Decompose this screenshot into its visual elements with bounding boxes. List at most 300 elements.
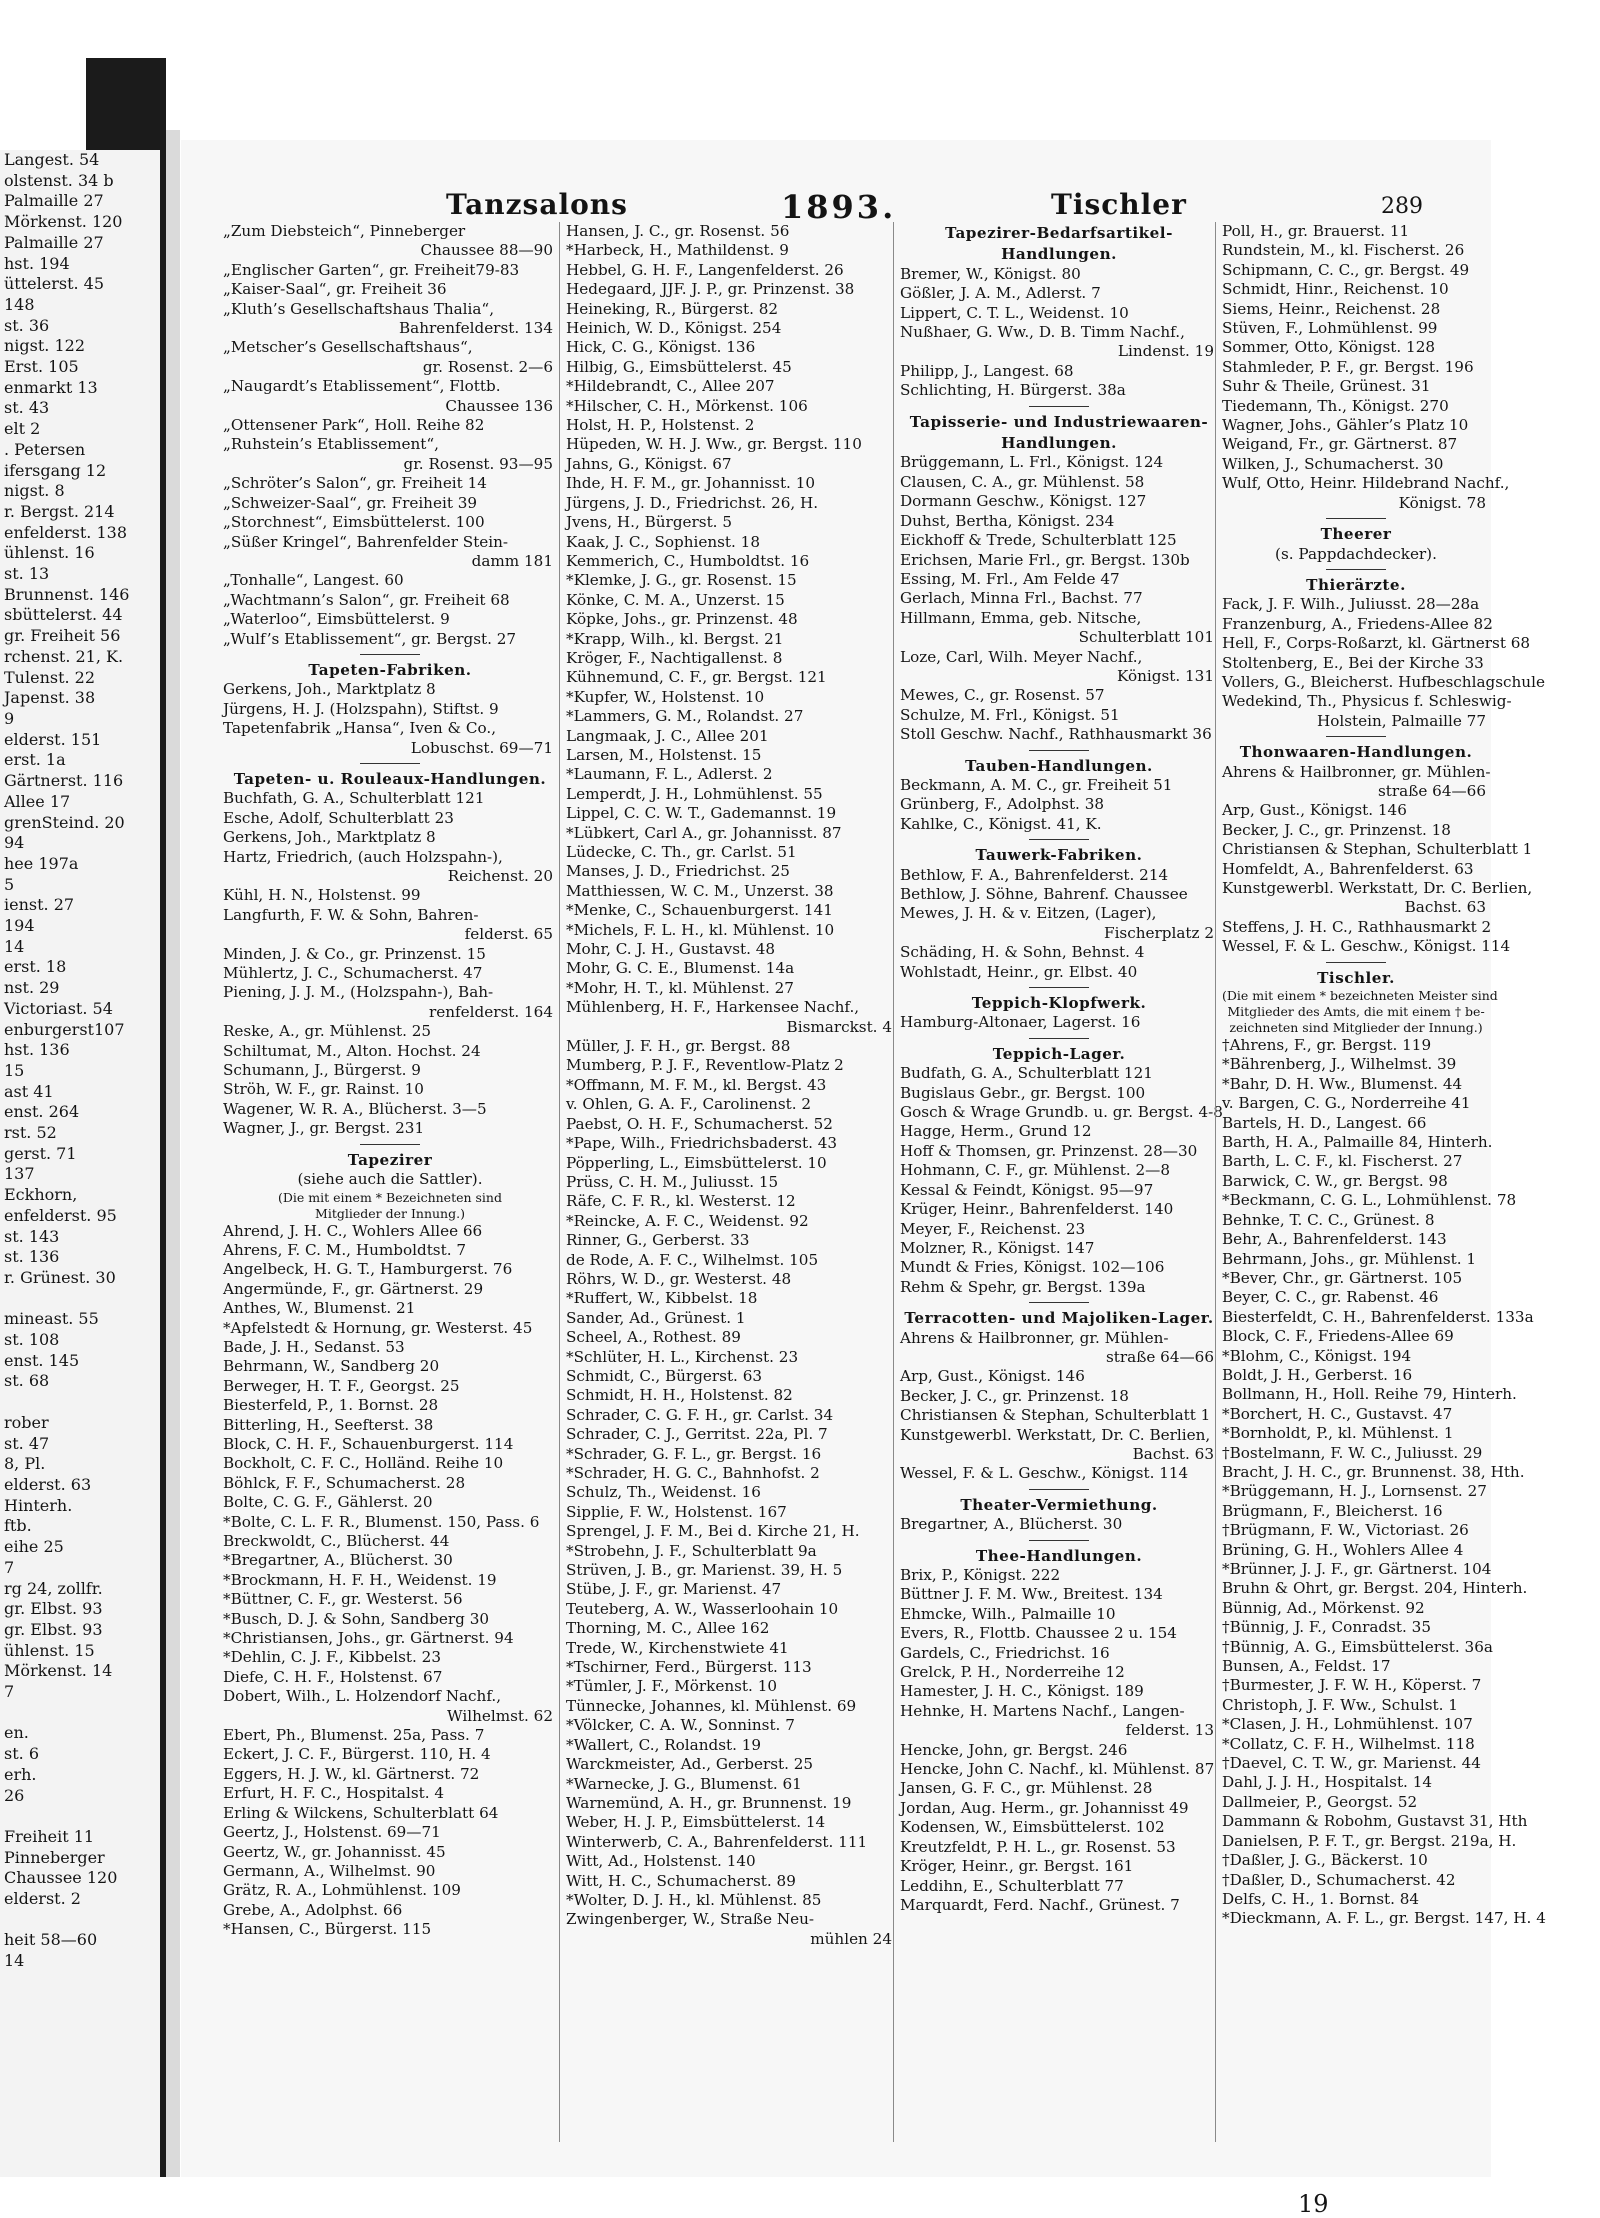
directory-entry: Essing, M. Frl., Am Felde 47 <box>900 569 1120 588</box>
left-page-line: hst. 194 <box>4 253 70 273</box>
directory-entry: Kunstgewerbl. Werkstatt, Dr. C. Berlien, <box>1222 879 1533 897</box>
directory-entry: Jvens, H., Bürgerst. 5 <box>566 513 733 532</box>
directory-entry: Suhr & Theile, Grünest. 31 <box>1222 377 1431 396</box>
directory-entry: Vollers, G., Bleicherst. Hufbeschlagschule <box>1222 672 1545 691</box>
directory-entry: Behrmann, Johs., gr. Mühlenst. 1 <box>1222 1249 1477 1268</box>
directory-entry: Schlichting, H. Bürgerst. 38a <box>900 381 1126 400</box>
page-header <box>181 140 1491 226</box>
directory-entry: renfelderst. 164 <box>428 1002 553 1021</box>
section-heading: Tapeten- u. Rouleaux-Handlungen. <box>233 769 547 788</box>
directory-entry: Wessel, F. & L. Geschw., Königst. 114 <box>1222 937 1511 956</box>
directory-entry: *Hildebrandt, C., Allee 207 <box>566 377 775 396</box>
directory-entry: „Wachtmann’s Salon“, gr. Freiheit 68 <box>223 590 510 609</box>
left-page-line: 9 <box>4 708 15 728</box>
section-divider <box>1029 1302 1089 1303</box>
left-page-line: eihe 25 <box>4 1537 64 1557</box>
directory-entry: *Busch, D. J. & Sohn, Sandberg 30 <box>223 1609 490 1628</box>
directory-entry: Germann, A., Wilhelmst. 90 <box>223 1861 436 1880</box>
directory-entry: gr. Rosenst. 2—6 <box>422 357 553 376</box>
left-page-line: grenSteind. 20 <box>4 812 125 832</box>
directory-entry: Grebe, A., Adolphst. 66 <box>223 1900 403 1919</box>
directory-entry: Eggers, H. J. W., kl. Gärtnerst. 72 <box>223 1764 480 1783</box>
directory-entry: Reichenst. 20 <box>447 867 553 885</box>
directory-entry: †Bünnig, A. G., Eimsbüttelerst. 36a <box>1222 1637 1493 1656</box>
directory-entry: Bitterling, H., Seefterst. 38 <box>223 1415 434 1434</box>
directory-entry: Geertz, J., Holstenst. 69—71 <box>223 1823 441 1842</box>
left-page-line: 7 <box>4 1557 15 1577</box>
directory-entry: Nußhaer, G. Ww., D. B. Timm Nachf., <box>900 323 1185 342</box>
directory-entry: Schrader, C. G. F. H., gr. Carlst. 34 <box>566 1405 834 1424</box>
left-page-line: nigst. 8 <box>4 481 65 501</box>
directory-entry: Erfurt, H. F. C., Hospitalst. 4 <box>223 1784 445 1803</box>
directory-entry: *Brüggemann, H. J., Lornsenst. 27 <box>1222 1482 1487 1501</box>
directory-entry: Hebbel, G. H. F., Langenfelderst. 26 <box>566 260 844 279</box>
directory-entry: Brüning, G. H., Wohlers Allee 4 <box>1222 1540 1464 1559</box>
directory-entry: Grelck, P. H., Norderreihe 12 <box>900 1663 1125 1682</box>
column-3 <box>893 222 1223 2142</box>
directory-entry: Becker, J. C., gr. Prinzenst. 18 <box>1222 820 1451 839</box>
directory-entry: Bachst. 63 <box>1132 1444 1214 1463</box>
directory-entry: Lippert, C. T. L., Weidenst. 10 <box>900 303 1129 322</box>
directory-entry: Paebst, O. H. F., Schumacherst. 52 <box>566 1114 833 1133</box>
left-page-line: enfelderst. 138 <box>4 522 127 542</box>
directory-entry: Sipplie, F. W., Holstenst. 167 <box>566 1502 787 1521</box>
left-page-line: 8, Pl. <box>4 1454 46 1474</box>
left-page-line: elderst. 63 <box>4 1475 92 1494</box>
section-divider <box>1326 518 1386 519</box>
directory-entry: *Schrader, G. F. L., gr. Bergst. 16 <box>566 1444 822 1463</box>
directory-entry: „Ottensener Park“, Holl. Reihe 82 <box>223 416 485 435</box>
directory-entry: Weigand, Fr., gr. Gärtnerst. 87 <box>1222 435 1458 454</box>
directory-entry: „Ruhstein’s Etablissement“, <box>223 435 439 454</box>
directory-entry: Scheel, A., Rothest. 89 <box>566 1328 741 1347</box>
left-page-line: Hinterh. <box>4 1495 73 1515</box>
left-page-line: rg 24, zollfr. <box>4 1578 103 1598</box>
left-page-line: elderst. 151 <box>4 729 102 749</box>
left-page-fragment <box>0 150 160 2177</box>
directory-entry: Franzenburg, A., Friedens-Allee 82 <box>1222 614 1493 633</box>
section-note: zeichneten sind Mitglieder der Innung.) <box>1229 1020 1483 1036</box>
section-heading: Thierärzte. <box>1306 575 1406 594</box>
directory-entry: Behrmann, W., Sandberg 20 <box>223 1357 440 1376</box>
directory-entry: Bachst. 63 <box>1404 898 1486 917</box>
left-page-line: gr. Freiheit 56 <box>4 626 121 646</box>
directory-entry: Anthes, W., Blumenst. 21 <box>223 1299 416 1318</box>
directory-entry: Block, C. H. F., Schauenburgerst. 114 <box>223 1434 514 1453</box>
directory-entry: Marquardt, Ferd. Nachf., Grünest. 7 <box>900 1895 1180 1914</box>
directory-entry: *Harbeck, H., Mathildenst. 9 <box>566 241 789 260</box>
directory-entry: Hamburg-Altonaer, Lagerst. 16 <box>900 1013 1141 1032</box>
directory-entry: Siems, Heinr., Reichenst. 28 <box>1222 299 1441 318</box>
section-heading: Thee-Handlungen. <box>975 1546 1143 1565</box>
directory-entry: Barth, L. C. F., kl. Fischerst. 27 <box>1222 1152 1463 1171</box>
directory-entry: *Strobehn, J. F., Schulterblatt 9a <box>566 1541 817 1560</box>
left-page-line: heit 58—60 <box>4 1930 98 1950</box>
directory-entry: *Bever, Chr., gr. Gärtnerst. 105 <box>1222 1268 1463 1287</box>
directory-entry: Witt, H. C., Schumacherst. 89 <box>566 1871 796 1890</box>
directory-entry: Dammann & Robohm, Gustavst 31, Hth <box>1222 1812 1528 1831</box>
left-page-line: gr. Elbst. 93 <box>4 1619 103 1639</box>
left-page-line: 26 <box>4 1785 25 1805</box>
left-page-line: üttelerst. 45 <box>4 274 105 294</box>
directory-entry: Pöpperling, L., Eimsbüttelerst. 10 <box>566 1153 827 1172</box>
directory-entry: Winterwerb, C. A., Bahrenfelderst. 111 <box>566 1832 868 1851</box>
column-2 <box>559 222 896 2142</box>
directory-entry: Röhrs, W. D., gr. Westerst. 48 <box>566 1269 792 1288</box>
directory-entry: Wilhelmst. 62 <box>447 1706 553 1725</box>
directory-entry: Bregartner, A., Blücherst. 30 <box>900 1515 1123 1534</box>
section-heading: Teppich-Lager. <box>992 1044 1126 1063</box>
header-left-keyword: Tanzsalons <box>446 188 628 221</box>
left-page-line: rober <box>4 1412 49 1432</box>
directory-entry: Behr, A., Bahrenfelderst. 143 <box>1222 1230 1447 1249</box>
directory-entry: *Büttner, C. F., gr. Westerst. 56 <box>223 1590 463 1609</box>
directory-entry: Schiltumat, M., Alton. Hochst. 24 <box>223 1041 481 1060</box>
directory-entry: Schulz, Th., Weidenst. 16 <box>566 1483 761 1502</box>
directory-entry: straße 64—66 <box>1377 781 1486 800</box>
directory-entry: Buchfath, G. A., Schulterblatt 121 <box>223 789 485 808</box>
directory-entry: Gößler, J. A. M., Adlerst. 7 <box>900 284 1101 303</box>
directory-entry: Schumann, J., Bürgerst. 9 <box>223 1061 421 1080</box>
directory-entry: Bolte, C. G. F., Gählerst. 20 <box>223 1493 433 1512</box>
directory-entry: Christiansen & Stephan, Schulterblatt 1 <box>1222 840 1533 859</box>
left-page-line: ühlenst. 16 <box>4 543 95 563</box>
section-note: Mitglieder der Innung.) <box>315 1205 465 1221</box>
directory-entry: Kröger, F., Nachtigallenst. 8 <box>566 648 783 667</box>
left-page-line: Tulenst. 22 <box>4 667 96 687</box>
directory-entry: *Dieckmann, A. F. L., gr. Bergst. 147, H. 4 <box>1222 1909 1546 1928</box>
directory-entry: Wulf, Otto, Heinr. Hildebrand Nachf., <box>1222 474 1510 493</box>
directory-entry: Kühnemund, C. F., gr. Bergst. 121 <box>566 668 827 687</box>
left-page-line <box>0 1703 160 1724</box>
left-page-line: nigst. 122 <box>4 336 86 356</box>
directory-entry: Dobert, Wilh., L. Holzendorf Nachf., <box>223 1687 502 1706</box>
directory-entry: Dallmeier, P., Georgst. 52 <box>1222 1792 1418 1811</box>
directory-entry: Stoltenberg, E., Bei der Kirche 33 <box>1222 653 1484 672</box>
directory-entry: Wagner, J., gr. Bergst. 231 <box>223 1119 425 1138</box>
directory-entry: Mohr, C. J. H., Gustavst. 48 <box>566 940 776 959</box>
directory-entry: Gerkens, Joh., Marktplatz 8 <box>223 680 436 699</box>
directory-entry: Barth, H. A., Palmaille 84, Hinterh. <box>1222 1133 1493 1152</box>
directory-entry: Hoff & Thomsen, gr. Prinzenst. 28—30 <box>900 1141 1198 1160</box>
directory-entry: Wessel, F. & L. Geschw., Königst. 114 <box>900 1464 1189 1483</box>
directory-entry: damm 181 <box>471 551 553 570</box>
directory-entry: Fack, J. F. Wilh., Juliusst. 28—28a <box>1222 595 1480 614</box>
left-page-line: Erst. 105 <box>4 357 79 377</box>
directory-entry: Gerlach, Minna Frl., Bachst. 77 <box>900 589 1143 608</box>
directory-entry: Steffens, J. H. C., Rathhausmarkt 2 <box>1222 917 1492 936</box>
left-page-line: Brunnenst. 146 <box>4 584 130 604</box>
directory-entry: *Bahr, D. H. Ww., Blumenst. 44 <box>1222 1074 1463 1093</box>
section-divider <box>1029 839 1089 840</box>
directory-entry: Piening, J. J. M., (Holzspahn-), Bah- <box>223 983 494 1002</box>
left-page-line: ifersgang 12 <box>4 460 107 480</box>
left-page-line: st. 6 <box>4 1744 39 1764</box>
left-page-line: 14 <box>4 936 25 956</box>
directory-entry: *Bolte, C. L. F. R., Blumenst. 150, Pass. 6 <box>223 1512 540 1531</box>
directory-entry: Wilken, J., Schumacherst. 30 <box>1222 454 1444 473</box>
directory-entry: Ahrens & Hailbronner, gr. Mühlen- <box>1222 762 1491 781</box>
directory-entry: Molzner, R., Königst. 147 <box>900 1238 1095 1257</box>
directory-entry: Sprengel, J. F. M., Bei d. Kirche 21, H. <box>566 1522 860 1541</box>
directory-entry: Tapetenfabrik „Hansa“, Iven & Co., <box>223 719 497 738</box>
directory-entry: Larsen, M., Holstenst. 15 <box>566 745 762 764</box>
directory-entry: *Schrader, H. G. C., Bahnhofst. 2 <box>566 1464 820 1482</box>
directory-entry: mühlen 24 <box>810 1929 892 1948</box>
directory-entry: *Menke, C., Schauenburgerst. 141 <box>566 901 833 920</box>
directory-entry: Kemmerich, C., Humboldtst. 16 <box>566 551 810 570</box>
directory-entry: †Daevel, C. T. W., gr. Marienst. 44 <box>1222 1754 1481 1773</box>
directory-entry: „Storchnest“, Eimsbüttelerst. 100 <box>223 513 485 532</box>
directory-entry: „Metscher’s Gesellschaftshaus“, <box>223 338 473 357</box>
section-heading: Tauwerk-Fabriken. <box>975 846 1143 865</box>
directory-entry: Böhlck, F. F., Schumacherst. 28 <box>223 1473 466 1492</box>
section-divider <box>360 1144 420 1145</box>
left-page-line: Eckhorn, <box>4 1185 78 1205</box>
directory-entry: Evers, R., Flottb. Chaussee 2 u. 154 <box>900 1624 1177 1643</box>
directory-entry: Chaussee 88—90 <box>420 241 553 260</box>
directory-entry: *Mohr, H. T., kl. Mühlenst. 27 <box>566 978 794 997</box>
directory-entry: Schrader, C. J., Gerritst. 22a, Pl. 7 <box>566 1425 828 1444</box>
directory-entry: felderst. 65 <box>464 925 553 944</box>
directory-entry: *Tschirner, Ferd., Bürgerst. 113 <box>566 1658 812 1677</box>
directory-entry: Stahmleder, P. F., gr. Bergst. 196 <box>1222 357 1474 376</box>
directory-entry: Holstein, Palmaille 77 <box>1316 711 1486 730</box>
directory-entry: Delfs, C. H., 1. Bornst. 84 <box>1222 1889 1420 1908</box>
directory-entry: Bunsen, A., Feldst. 17 <box>1222 1657 1391 1676</box>
directory-entry: †Daßler, D., Schumacherst. 42 <box>1222 1870 1456 1889</box>
directory-entry: felderst. 13 <box>1125 1721 1214 1740</box>
directory-entry: Hilbig, G., Eimsbüttelerst. 45 <box>566 357 792 376</box>
directory-entry: Ehmcke, Wilh., Palmaille 10 <box>900 1604 1116 1623</box>
directory-entry: Homfeldt, A., Bahrenfelderst. 63 <box>1222 859 1474 878</box>
directory-entry: *Brünner, J. J. F., gr. Gärtnerst. 104 <box>1222 1560 1492 1578</box>
directory-entry: Mumberg, P. J. F., Reventlow-Platz 2 <box>566 1056 844 1075</box>
left-page-line: st. 68 <box>4 1371 50 1391</box>
directory-entry: †Bünnig, J. F., Conradst. 35 <box>1222 1618 1432 1637</box>
directory-entry: Block, C. F., Friedens-Allee 69 <box>1222 1327 1454 1346</box>
directory-entry: Lüdecke, C. Th., gr. Carlst. 51 <box>566 843 797 861</box>
directory-entry: *Lübkert, Carl A., gr. Johannisst. 87 <box>566 823 842 842</box>
directory-entry: (s. Pappdachdecker). <box>1275 544 1437 563</box>
directory-entry: *Collatz, C. F. H., Wilhelmst. 118 <box>1222 1734 1475 1753</box>
directory-entry: Langfurth, F. W. & Sohn, Bahren- <box>223 905 479 924</box>
directory-entry: Lindenst. 19 <box>1117 342 1214 361</box>
directory-entry: Loze, Carl, Wilh. Meyer Nachf., <box>900 647 1143 666</box>
directory-entry: Strüven, J. B., gr. Marienst. 39, H. 5 <box>566 1561 843 1580</box>
directory-entry: Barwick, C. W., gr. Bergst. 98 <box>1222 1171 1448 1190</box>
section-divider <box>1029 1038 1089 1039</box>
directory-entry: Mühlertz, J. C., Schumacherst. 47 <box>223 964 483 983</box>
left-page-line: Mörkenst. 14 <box>4 1661 113 1681</box>
left-page-line: gerst. 71 <box>4 1143 77 1163</box>
page-number: 289 <box>1381 194 1423 219</box>
directory-entry: Schäding, H. & Sohn, Behnst. 4 <box>900 943 1145 962</box>
directory-entry: Kühl, H. N., Holstenst. 99 <box>223 886 421 905</box>
directory-entry: Königst. 131 <box>1117 666 1214 685</box>
directory-entry: †Ahrens, F., gr. Bergst. 119 <box>1222 1036 1432 1055</box>
left-page-line: Japenst. 38 <box>4 688 96 708</box>
section-heading: Teppich-Klopfwerk. <box>971 994 1147 1013</box>
directory-entry: Trede, W., Kirchenstwiete 41 <box>566 1638 789 1657</box>
section-heading: Tapisserie- und Industriewaaren- <box>909 412 1209 431</box>
directory-entry: Zwingenberger, W., Straße Neu- <box>566 1910 815 1929</box>
directory-entry: Rundstein, M., kl. Fischerst. 26 <box>1222 241 1465 260</box>
left-page-line: erst. 18 <box>4 957 67 977</box>
directory-entry: Stoll Geschw. Nachf., Rathhausmarkt 36 <box>900 725 1212 744</box>
directory-entry: †Bostelmann, F. W. C., Juliusst. 29 <box>1222 1443 1483 1462</box>
directory-entry: Mewes, J. H. & v. Eitzen, (Lager), <box>900 904 1157 923</box>
section-heading: Theerer <box>1320 525 1392 544</box>
directory-entry: Weber, H. J. P., Eimsbüttelerst. 14 <box>566 1813 826 1832</box>
directory-entry: Gosch & Wrage Grundb. u. gr. Bergst. 4-8 <box>900 1103 1223 1122</box>
directory-entry: „Schröter’s Salon“, gr. Freiheit 14 <box>223 474 487 493</box>
directory-entry: Christoph, J. F. Ww., Schulst. 1 <box>1222 1695 1458 1714</box>
directory-entry: Wagner, Johs., Gähler’s Platz 10 <box>1222 416 1469 435</box>
directory-entry: Bracht, J. H. C., gr. Brunnenst. 38, Hth. <box>1222 1462 1525 1481</box>
directory-entry: Bremer, W., Königst. 80 <box>900 264 1081 283</box>
section-divider <box>1326 962 1386 963</box>
directory-entry: *Wallert, C., Rolandst. 19 <box>566 1735 762 1754</box>
section-divider <box>1326 569 1386 570</box>
left-page-line: Pinneberger <box>4 1847 105 1867</box>
page-gutter <box>166 130 180 2177</box>
directory-entry: Schulze, M. Frl., Königst. 51 <box>900 705 1120 724</box>
directory-entry: Wedekind, Th., Physicus f. Schleswig- <box>1222 692 1512 711</box>
directory-entry: Hohmann, C. F., gr. Mühlenst. 2—8 <box>900 1161 1171 1180</box>
directory-entry: Köpke, Johs., gr. Prinzenst. 48 <box>566 610 798 629</box>
section-heading: Terracotten- und Majoliken-Lager. <box>904 1309 1214 1328</box>
directory-entry: Jordan, Aug. Herm., gr. Johannisst 49 <box>900 1798 1189 1817</box>
left-page-line: sbüttelerst. 44 <box>4 605 123 625</box>
directory-entry: Erling & Wilckens, Schulterblatt 64 <box>223 1803 499 1822</box>
section-heading: Thonwaaren-Handlungen. <box>1239 743 1473 762</box>
directory-entry: Biesterfeld, P., 1. Bornst. 28 <box>223 1396 439 1415</box>
left-page-line: 194 <box>4 916 35 936</box>
directory-entry: Hencke, John, gr. Bergst. 246 <box>900 1740 1128 1759</box>
directory-entry: *Warnecke, J. G., Blumenst. 61 <box>566 1774 802 1793</box>
directory-entry: Leddihn, E., Schulterblatt 77 <box>900 1876 1124 1895</box>
directory-entry: Eckert, J. C. F., Bürgerst. 110, H. 4 <box>223 1745 491 1764</box>
directory-entry: Schmidt, C., Bürgerst. 63 <box>566 1366 763 1385</box>
directory-entry: Kodensen, W., Eimsbüttelerst. 102 <box>900 1818 1165 1837</box>
directory-entry: Poll, H., gr. Brauerst. 11 <box>1222 222 1410 240</box>
directory-entry: „Kluth’s Gesellschaftshaus Thalia“, <box>223 299 495 318</box>
left-page-line: . Petersen <box>4 439 86 459</box>
directory-entry: „Waterloo“, Eimsbüttelerst. 9 <box>223 610 450 629</box>
directory-entry: „Schweizer-Saal“, gr. Freiheit 39 <box>223 493 478 512</box>
left-page-line: 7 <box>4 1682 15 1702</box>
directory-entry: Ahrend, J. H. C., Wohlers Allee 66 <box>223 1221 483 1240</box>
directory-entry: *Klemke, J. G., gr. Rosenst. 15 <box>566 571 797 590</box>
section-divider <box>360 763 420 764</box>
directory-entry: gr. Rosenst. 93—95 <box>403 454 553 473</box>
directory-entry: Holst, H. P., Holstenst. 2 <box>566 416 755 435</box>
directory-entry: Hillmann, Emma, geb. Nitsche, <box>900 608 1142 627</box>
directory-entry: *Laumann, F. L., Adlerst. 2 <box>566 765 773 784</box>
directory-entry: Hell, F., Corps-Roßarzt, kl. Gärtnerst 68 <box>1222 634 1531 653</box>
directory-entry: Jahns, G., Königst. 67 <box>566 454 732 473</box>
directory-entry: Chaussee 136 <box>445 396 553 415</box>
left-page-line: ienst. 27 <box>4 895 75 915</box>
directory-entry: Lemperdt, J. H., Lohmühlenst. 55 <box>566 784 823 803</box>
directory-entry: „Wulf’s Etablissement“, gr. Bergst. 27 <box>223 629 517 648</box>
left-page-line: gr. Elbst. 93 <box>4 1599 103 1619</box>
directory-entry: Bartels, H. D., Langest. 66 <box>1222 1113 1427 1132</box>
header-right-keyword: Tischler <box>1051 188 1187 221</box>
directory-entry: Schmidt, Hinr., Reichenst. 10 <box>1222 280 1449 299</box>
directory-entry: *Hansen, C., Bürgerst. 115 <box>223 1920 432 1939</box>
left-page-line: st. 47 <box>4 1433 50 1453</box>
directory-page <box>181 140 1546 2218</box>
directory-entry: Hansen, J. C., gr. Rosenst. 56 <box>566 222 790 240</box>
column-1 <box>223 222 557 2142</box>
directory-entry: Jürgens, J. D., Friedrichst. 26, H. <box>566 493 819 512</box>
directory-entry: „Tonhalle“, Langest. 60 <box>223 571 404 590</box>
directory-entry: *Bornholdt, P., kl. Mühlenst. 1 <box>1222 1424 1454 1443</box>
left-page-line <box>0 1392 160 1413</box>
directory-entry: Jansen, G. F. C., gr. Mühlenst. 28 <box>900 1779 1153 1798</box>
left-page-line: elderst. 2 <box>4 1889 81 1909</box>
directory-entry: Schipmann, C. C., gr. Bergst. 49 <box>1222 260 1470 279</box>
directory-entry: Bismarckst. 4 <box>786 1017 892 1036</box>
directory-entry: Clausen, C. A., gr. Mühlenst. 58 <box>900 472 1145 491</box>
directory-entry: Dahl, J. J. H., Hospitalst. 14 <box>1222 1773 1433 1792</box>
section-divider <box>360 654 420 655</box>
directory-entry: Breckwoldt, C., Blücherst. 44 <box>223 1532 450 1550</box>
directory-entry: „Zum Diebsteich“, Pinneberger <box>223 222 466 240</box>
left-page-line: 137 <box>4 1164 35 1184</box>
directory-entry: *Brockmann, H. F. H., Weidenst. 19 <box>223 1570 497 1589</box>
directory-entry: Tiedemann, Th., Königst. 270 <box>1222 396 1449 415</box>
directory-entry: *Michels, F. L. H., kl. Mühlenst. 10 <box>566 920 835 939</box>
directory-entry: Bünnig, Ad., Mörkenst. 92 <box>1222 1598 1425 1617</box>
directory-entry: Meyer, F., Reichenst. 23 <box>900 1219 1086 1238</box>
directory-entry: *Blohm, C., Königst. 194 <box>1222 1346 1412 1365</box>
left-page-line: Gärtnerst. 116 <box>4 771 124 791</box>
directory-entry: straße 64—66 <box>1105 1347 1214 1366</box>
directory-entry: Angelbeck, H. G. T., Hamburgerst. 76 <box>223 1260 513 1279</box>
directory-entry: Hick, C. G., Königst. 136 <box>566 338 756 357</box>
directory-entry: Ihde, H. F. M., gr. Johannisst. 10 <box>566 474 816 493</box>
directory-entry: Bethlow, J. Söhne, Bahrenf. Chaussee <box>900 885 1188 903</box>
directory-entry: Krüger, Heinr., Bahrenfelderst. 140 <box>900 1200 1174 1219</box>
directory-entry: Kaak, J. C., Sophienst. 18 <box>566 532 760 551</box>
directory-entry: Jürgens, H. J. (Holzspahn), Stiftst. 9 <box>223 699 499 718</box>
left-page-line: elt 2 <box>4 419 41 439</box>
section-note: (Die mit einem * Bezeichneten sind <box>278 1189 502 1205</box>
directory-entry: *Reincke, A. F. C., Weidenst. 92 <box>566 1211 809 1230</box>
left-page-line: st. 13 <box>4 564 50 584</box>
section-note: (Die mit einem * bezeichneten Meister sind <box>1222 988 1498 1004</box>
section-heading: Handlungen. <box>1001 245 1117 264</box>
directory-entry: Diefe, C. H. F., Holstenst. 67 <box>223 1667 443 1686</box>
directory-entry: Heinich, W. D., Königst. 254 <box>566 319 782 338</box>
column-4 <box>1215 222 1546 2142</box>
left-page-line: ftb. <box>4 1516 32 1536</box>
left-page-line: Chaussee 120 <box>4 1868 118 1888</box>
directory-entry: *Völcker, C. A. W., Sonninst. 7 <box>566 1716 795 1735</box>
directory-entry: †Brügmann, F. W., Victoriast. 26 <box>1222 1521 1469 1540</box>
left-page-line <box>0 1289 160 1310</box>
directory-entry: Grünberg, F., Adolphst. 38 <box>900 795 1105 814</box>
directory-entry: „Naugardt’s Etablissement“, Flottb. <box>223 377 501 396</box>
directory-entry: Bugislaus Gebr., gr. Bergst. 100 <box>900 1083 1146 1102</box>
directory-entry: Stübe, J. F., gr. Marienst. 47 <box>566 1580 782 1599</box>
directory-entry: Prüss, C. H. M., Juliusst. 15 <box>566 1172 779 1191</box>
left-page-line <box>0 1806 160 1827</box>
directory-entry: Königst. 78 <box>1398 493 1486 512</box>
